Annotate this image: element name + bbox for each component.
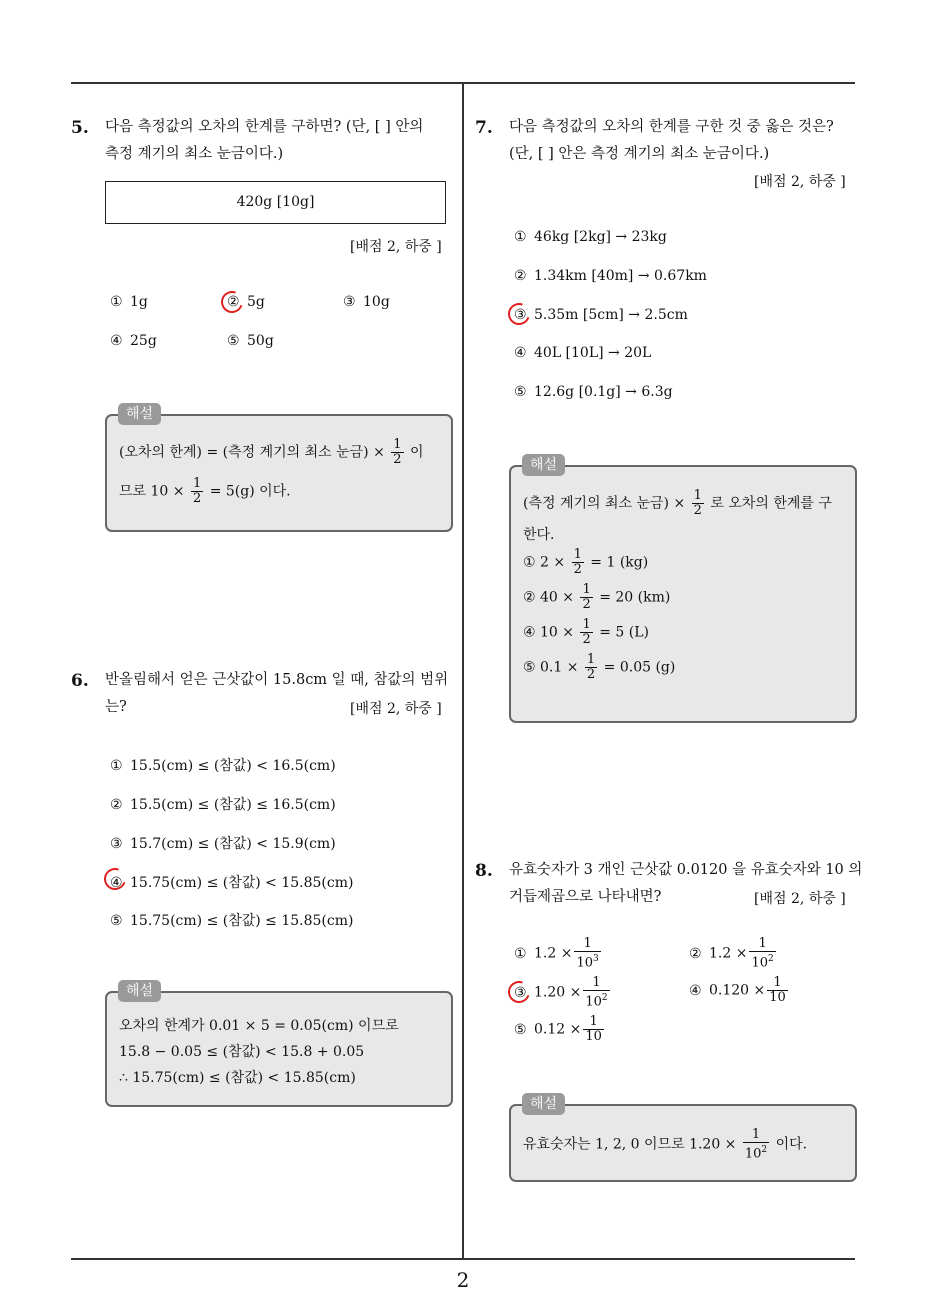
q7-text-line2: (단, [ ] 안은 측정 계기의 최소 눈금이다.): [509, 146, 770, 162]
q6-solution-label: 해설: [118, 980, 161, 1002]
q7-sol-item-3-frac: $\frac{1}{2}$: [582, 617, 591, 647]
q8-sol-frac: $\frac{1}{10^2}$: [744, 1127, 768, 1162]
q5-option-2[interactable]: ② 5g: [227, 294, 265, 310]
q6-option-5[interactable]: ⑤ 15.75(cm) ≤ (참값) ≤ 15.85(cm): [110, 913, 354, 929]
q5-answer-circle: [217, 287, 246, 316]
q7-text-line1: 다음 측정값의 오차의 한계를 구한 것 중 옳은 것은?: [509, 119, 834, 135]
q7-option-2[interactable]: ② 1.34km [40m] → 0.67km: [514, 268, 707, 284]
q5-option-3[interactable]: ③ 10g: [343, 294, 390, 310]
q8-text-line1: 유효숫자가 3 개인 근삿값 0.0120 을 유효숫자와 10 의: [509, 862, 863, 878]
q5-solution-box: [105, 414, 453, 532]
q5-meta: [배점 2, 하중 ]: [350, 239, 442, 255]
q6-number: 6.: [71, 671, 89, 691]
q7-sol-frac: $\frac{1}{2}$: [693, 488, 702, 518]
q6-sol-line2: 15.8 − 0.05 ≤ (참값) < 15.8 + 0.05: [119, 1044, 365, 1060]
q7-sol-item-1: ① 2 × $\frac{1}{2}$ = 1 (kg): [523, 547, 649, 577]
q7-sol-line2: 한다.: [523, 527, 555, 543]
q5-given-box: [105, 181, 446, 224]
page-number: 2: [456, 1268, 470, 1292]
q5-option-5[interactable]: ⑤ 50g: [227, 333, 274, 349]
q6-sol-line1: 오차의 한계가 0.01 × 5 = 0.05(cm) 이므로: [119, 1018, 399, 1034]
q7-meta: [배점 2, 하중 ]: [754, 174, 846, 190]
q8-option-3-den: $10^2$: [585, 993, 608, 1010]
q7-solution-box: [509, 465, 857, 723]
q6-option-1[interactable]: ① 15.5(cm) ≤ (참값) < 16.5(cm): [110, 758, 336, 774]
q8-option-1-frac: $\frac{1}{10^3}$: [576, 936, 599, 971]
q5-option-4[interactable]: ④ 25g: [110, 333, 157, 349]
q5-number: 5.: [71, 118, 89, 138]
q7-sol-item-4: ⑤ 0.1 × $\frac{1}{2}$ = 0.05 (g): [523, 652, 676, 682]
q8-solution-box: [509, 1104, 857, 1182]
q8-sol-line: 유효숫자는 1, 2, 0 이므로 1.20 × $\frac{1}{10^2}$ 이다.: [523, 1127, 808, 1162]
q7-sol-item-3: ④ 10 × $\frac{1}{2}$ = 5 (L): [523, 617, 649, 647]
q8-text-line2: 거듭제곱으로 나타내면?: [509, 889, 662, 905]
q5-solution-label: 해설: [118, 403, 161, 425]
q8-sol-den: $10^2$: [744, 1145, 768, 1162]
q8-option-1[interactable]: ① 1.2 × $\frac{1}{10^3}$: [514, 936, 599, 971]
q5-text-line1: 다음 측정값의 오차의 한계를 구하면? (단, [ ] 안의: [105, 119, 424, 135]
q5-sol-frac1: $\frac{1}{2}$: [393, 437, 402, 467]
q7-answer-circle: [504, 299, 533, 328]
q6-option-2[interactable]: ② 15.5(cm) ≤ (참값) ≤ 16.5(cm): [110, 797, 336, 813]
q5-option-1[interactable]: ① 1g: [110, 294, 148, 310]
bottom-rule: [71, 1258, 855, 1260]
q5-sol-frac2: $\frac{1}{2}$: [192, 476, 202, 506]
q7-option-4[interactable]: ④ 40L [10L] → 20L: [514, 345, 652, 361]
q7-sol-item-1-frac: $\frac{1}{2}$: [573, 547, 582, 577]
q7-sol-item-2-frac: $\frac{1}{2}$: [582, 582, 591, 612]
q8-meta: [배점 2, 하중 ]: [754, 891, 846, 907]
q8-option-3[interactable]: ③ 1.20 × $\frac{1}{10^2}$: [514, 975, 608, 1010]
column-divider: [462, 83, 464, 1260]
q6-text-line1: 반올림해서 얻은 근삿값이 15.8cm 일 때, 참값의 범위: [105, 672, 449, 688]
q8-option-4-frac: $\frac{1}{10}$: [769, 975, 786, 1005]
q8-option-5[interactable]: ⑤ 0.12 × $\frac{1}{10}$: [514, 1014, 602, 1044]
q7-number: 7.: [475, 118, 493, 138]
q7-option-5[interactable]: ⑤ 12.6g [0.1g] → 6.3g: [514, 384, 673, 400]
q8-option-1-den: $10^3$: [576, 954, 599, 971]
q6-text-line2: 는?: [105, 699, 127, 715]
q6-option-4[interactable]: ④ 15.75(cm) ≤ (참값) < 15.85(cm): [110, 875, 354, 891]
q7-option-3[interactable]: ③ 5.35m [5cm] → 2.5cm: [514, 307, 688, 323]
q8-option-2[interactable]: ② 1.2 × $\frac{1}{10^2}$: [689, 936, 774, 971]
q5-given-value: 420g [10g]: [236, 194, 315, 210]
q6-solution-box: [105, 991, 453, 1107]
q6-meta: [배점 2, 하중 ]: [350, 701, 442, 717]
q7-sol-item-4-frac: $\frac{1}{2}$: [586, 652, 596, 682]
q5-text-line2: 측정 계기의 최소 눈금이다.): [105, 146, 284, 162]
q7-sol-line1: (측정 계기의 최소 눈금) × $\frac{1}{2}$ 로 오차의 한계를 구: [523, 488, 832, 518]
q7-solution-label: 해설: [522, 454, 565, 476]
q8-option-2-frac: $\frac{1}{10^2}$: [751, 936, 774, 971]
q5-sol-line1: (오차의 한계) = (측정 계기의 최소 눈금) × $\frac{1}{2}$ 이: [119, 437, 424, 467]
q8-number: 8.: [475, 861, 493, 881]
q7-sol-item-2: ② 40 × $\frac{1}{2}$ = 20 (km): [523, 582, 671, 612]
q6-option-3[interactable]: ③ 15.7(cm) ≤ (참값) < 15.9(cm): [110, 836, 336, 852]
q7-option-1[interactable]: ① 46kg [2kg] → 23kg: [514, 229, 667, 245]
q8-option-5-frac: $\frac{1}{10}$: [585, 1014, 602, 1044]
q8-option-2-den: $10^2$: [751, 954, 774, 971]
q6-sol-line3: ∴ 15.75(cm) ≤ (참값) < 15.85(cm): [119, 1070, 356, 1086]
q8-option-3-frac: $\frac{1}{10^2}$: [585, 975, 608, 1010]
q5-sol-line2: 므로 10 × $\frac{1}{2}$ = 5(g) 이다.: [119, 476, 291, 506]
q8-option-4[interactable]: ④ 0.120 × $\frac{1}{10}$: [689, 975, 786, 1005]
q8-solution-label: 해설: [522, 1093, 565, 1115]
